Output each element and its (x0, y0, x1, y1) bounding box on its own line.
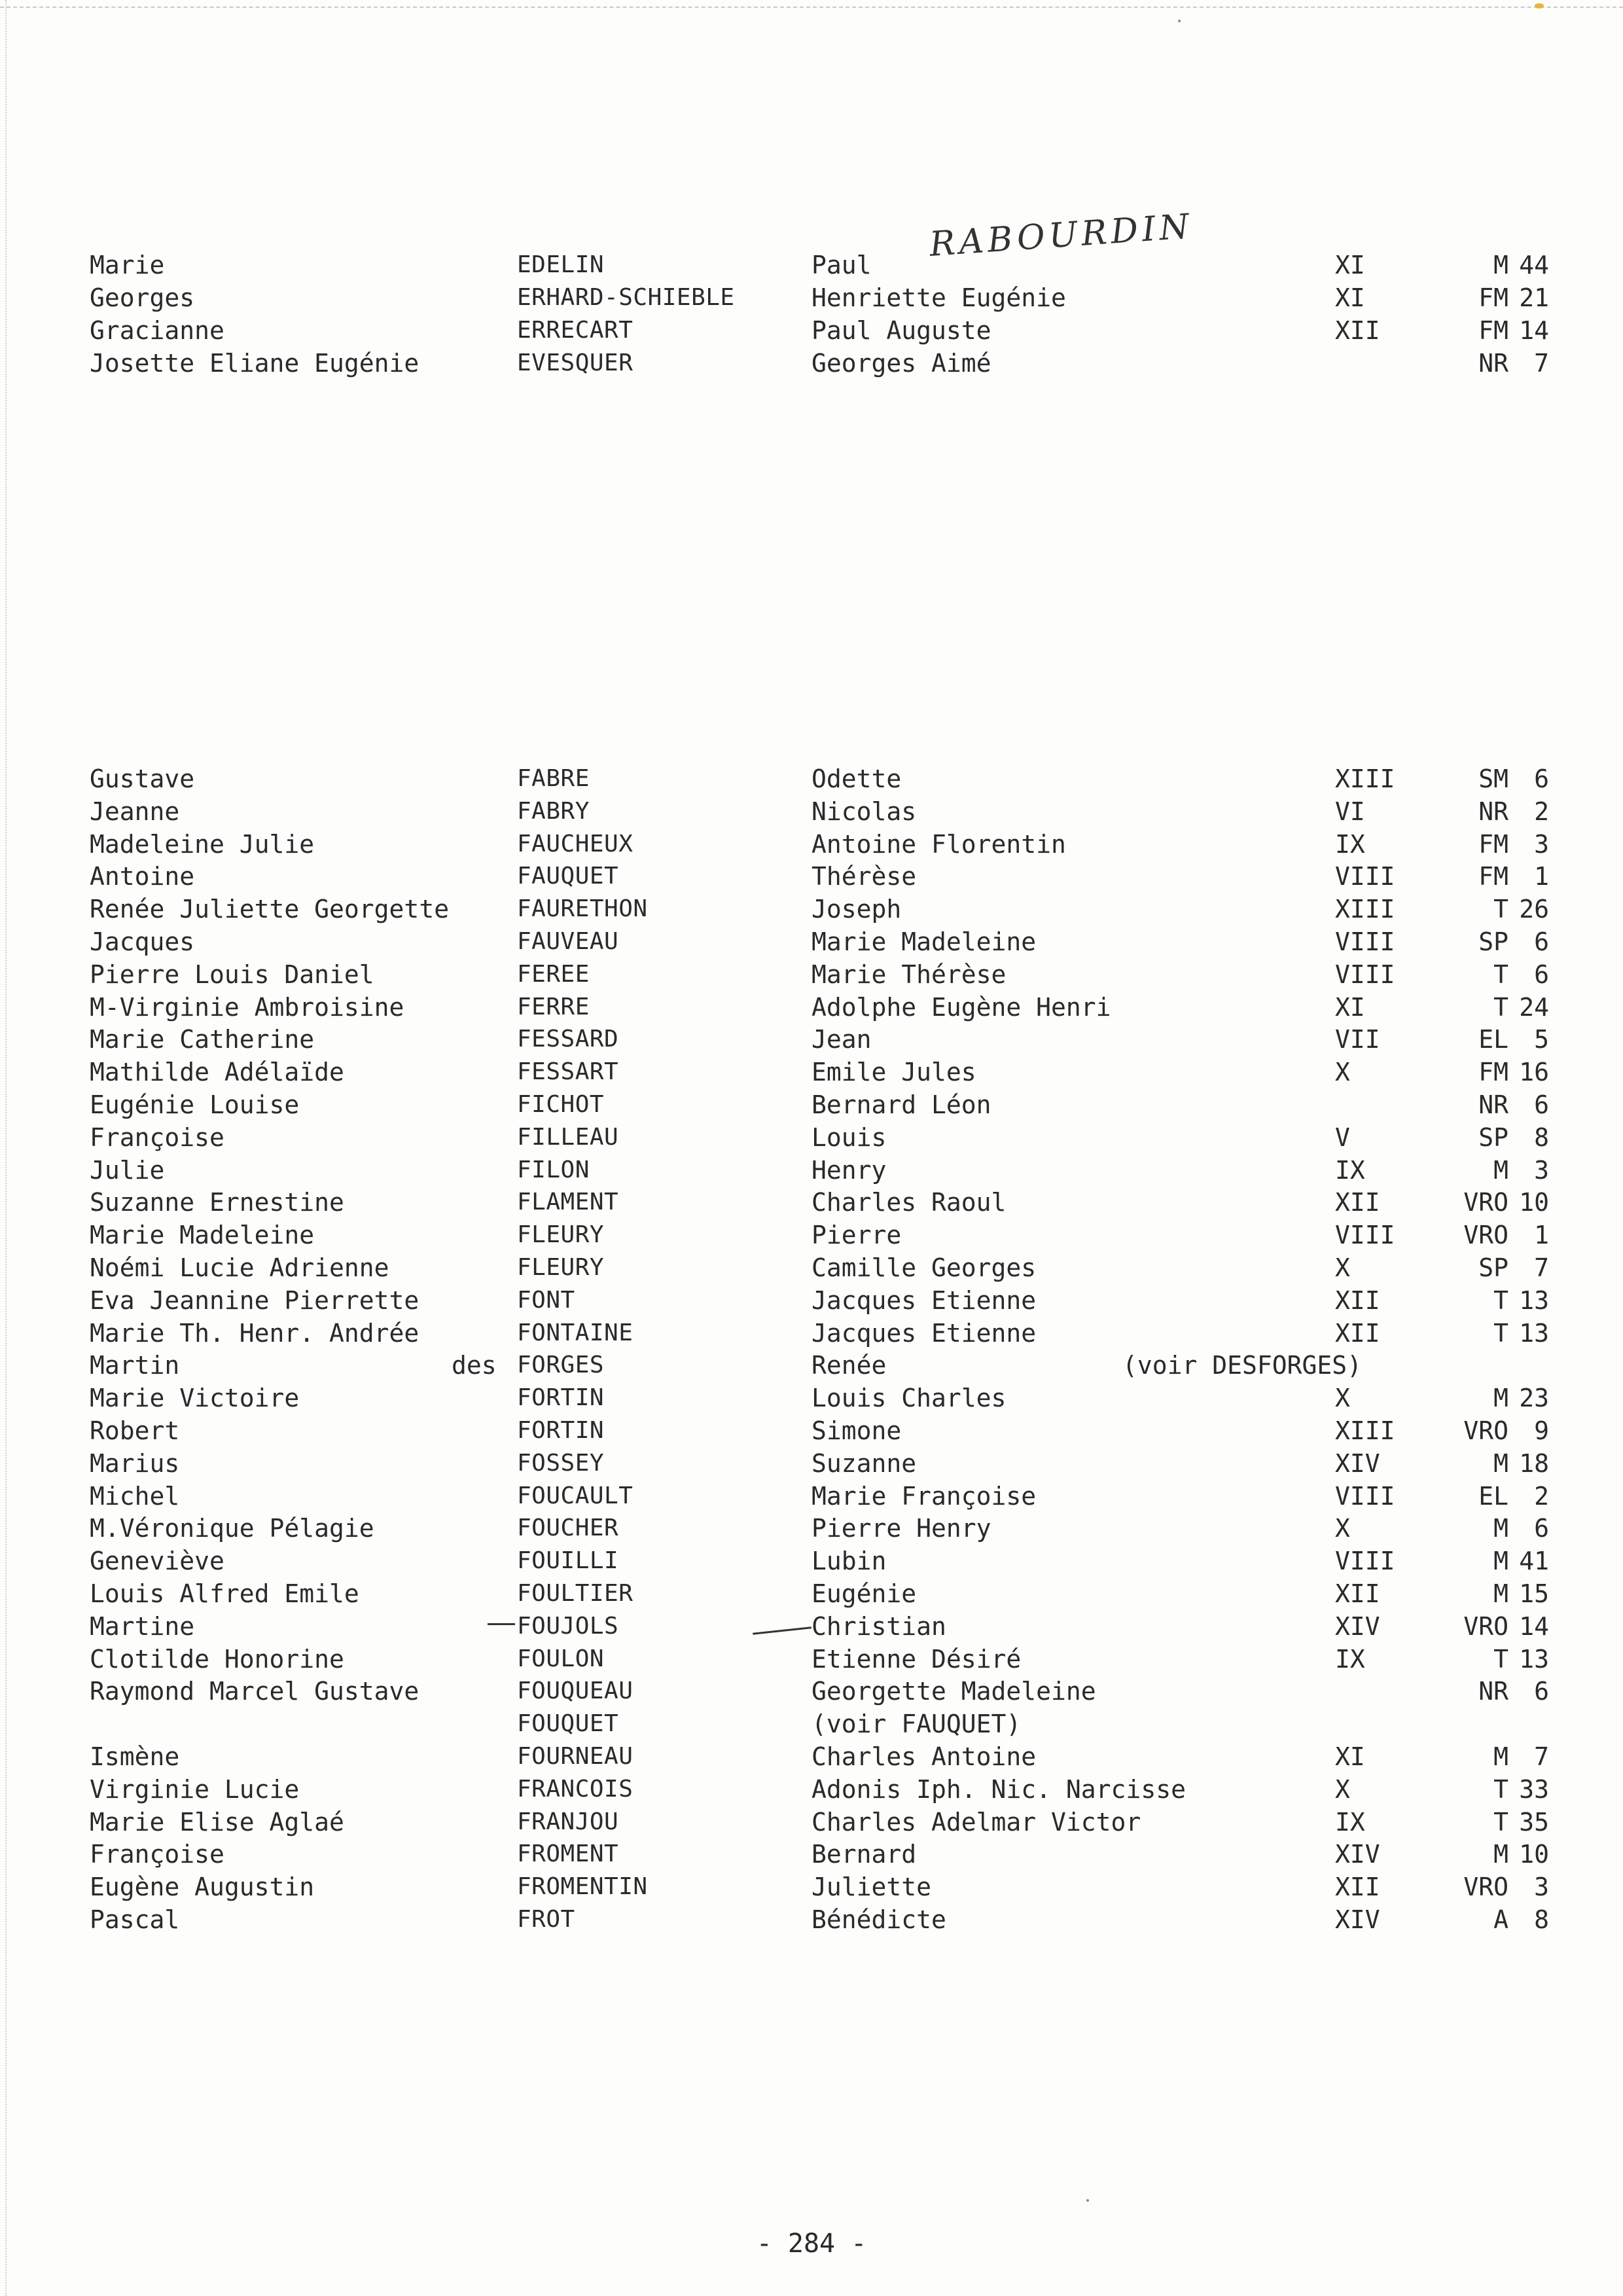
register-entry (0, 1480, 1623, 1513)
entry-number: 6 (1534, 1677, 1549, 1706)
surname: FOUQUET (517, 1710, 619, 1738)
surname: FOULTIER (517, 1580, 633, 1607)
first-name: Renée Juliette Georgette (90, 895, 450, 924)
category-code: FM (1478, 829, 1508, 859)
first-name: Marius (90, 1448, 180, 1478)
register-entry (0, 925, 1623, 958)
register-entry (0, 1219, 1623, 1251)
pen-stroke (488, 1623, 515, 1625)
first-name: Ismène (90, 1742, 180, 1771)
entry-number: 15 (1519, 1579, 1549, 1608)
first-name: Marie (90, 251, 165, 279)
arrondissement-numeral: VIII (1335, 1547, 1395, 1576)
first-name: Françoise (90, 1840, 224, 1869)
register-entry (0, 1903, 1623, 1936)
spouse-name: Nicolas (812, 797, 917, 826)
category-code: NR (1478, 1090, 1508, 1119)
surname: FRANJOU (517, 1808, 619, 1835)
entry-number: 6 (1534, 1514, 1549, 1543)
category-code: M (1493, 1155, 1508, 1185)
spouse-name: Adonis Iph. Nic. Narcisse (812, 1774, 1186, 1804)
arrondissement-numeral: X (1335, 1514, 1350, 1543)
first-name: Antoine (90, 862, 195, 891)
surname: FROMENT (517, 1840, 619, 1868)
register-entry (0, 1056, 1623, 1088)
register-entry (0, 1154, 1623, 1187)
surname: FRANCOIS (517, 1775, 633, 1803)
entry-number: 2 (1534, 1481, 1549, 1511)
arrondissement-numeral: XII (1335, 316, 1380, 345)
entry-number: 18 (1519, 1448, 1549, 1478)
arrondissement-numeral: IX (1335, 1644, 1365, 1674)
spouse-name: Lubin (812, 1547, 887, 1576)
spouse-name: (voir FAUQUET) (812, 1710, 1022, 1739)
category-code: M (1493, 1384, 1508, 1413)
category-code: M (1493, 1547, 1508, 1576)
category-code: FM (1478, 1058, 1508, 1087)
surname: FOSSEY (517, 1449, 605, 1477)
category-code: M (1493, 1514, 1508, 1543)
category-code: T (1493, 992, 1508, 1022)
entry-number: 33 (1519, 1774, 1549, 1804)
first-name: Gracianne (90, 316, 224, 345)
arrondissement-numeral: VIII (1335, 1221, 1395, 1250)
category-code: FM (1478, 316, 1508, 345)
spouse-name: Marie Madeleine (812, 927, 1037, 956)
arrondissement-numeral: VIII (1335, 862, 1395, 891)
entry-number: 35 (1519, 1807, 1549, 1837)
first-name: Pierre Louis Daniel (90, 960, 374, 989)
first-name: Julie (90, 1155, 165, 1185)
spouse-name: Jean (812, 1025, 872, 1054)
category-code: FM (1478, 862, 1508, 891)
first-name: Marie Madeleine (90, 1221, 315, 1250)
register-entry (0, 1186, 1623, 1219)
spouse-name: Henriette Eugénie (812, 283, 1066, 312)
register-entry (0, 1512, 1623, 1545)
category-code: VRO (1463, 1221, 1508, 1250)
category-code: M (1493, 1742, 1508, 1771)
register-entry (0, 958, 1623, 991)
arrondissement-numeral: IX (1335, 1155, 1365, 1185)
entry-number: 21 (1519, 283, 1549, 312)
entry-number: 13 (1519, 1644, 1549, 1674)
arrondissement-numeral: IX (1335, 829, 1365, 859)
surname: FERRE (517, 993, 590, 1020)
arrondissement-numeral: XIV (1335, 1840, 1380, 1869)
arrondissement-numeral: XI (1335, 992, 1365, 1022)
spouse-name: Paul (812, 251, 872, 279)
surname: FAUQUET (517, 863, 619, 890)
cross-reference-note: (voir DESFORGES) (1122, 1351, 1363, 1380)
register-entry (0, 281, 1623, 314)
spouse-name: Renée (812, 1351, 887, 1380)
entry-number: 7 (1534, 1742, 1549, 1771)
arrondissement-numeral: X (1335, 1253, 1350, 1282)
surname: FORGES (517, 1352, 605, 1379)
surname: EVESQUER (517, 350, 633, 376)
arrondissement-numeral: XIII (1335, 764, 1395, 793)
first-name: Marie Th. Henr. Andrée (90, 1318, 419, 1348)
spouse-name: Juliette (812, 1873, 932, 1902)
category-code: EL (1478, 1481, 1508, 1511)
entry-number: 14 (1519, 316, 1549, 345)
first-name: Eugène Augustin (90, 1873, 315, 1902)
entry-number: 6 (1534, 1090, 1549, 1119)
arrondissement-numeral: VIII (1335, 960, 1395, 989)
spouse-name: Odette (812, 764, 902, 793)
entry-number: 1 (1534, 862, 1549, 891)
surname: EDELIN (517, 251, 605, 278)
category-code: EL (1478, 1025, 1508, 1054)
spouse-name: Joseph (812, 895, 902, 924)
register-entry (0, 860, 1623, 893)
arrondissement-numeral: XIII (1335, 895, 1395, 924)
surname: FESSART (517, 1058, 619, 1086)
register-entry (0, 347, 1623, 380)
surname: FABRE (517, 765, 590, 792)
first-name: Marie Victoire (90, 1384, 300, 1413)
spouse-name: Georgette Madeleine (812, 1677, 1096, 1706)
first-name: Geneviève (90, 1547, 224, 1576)
spouse-name: Suzanne (812, 1448, 917, 1478)
arrondissement-numeral: XIV (1335, 1611, 1380, 1641)
register-entry (0, 1838, 1623, 1871)
entry-number: 3 (1534, 1155, 1549, 1185)
spouse-name: Paul Auguste (812, 316, 991, 345)
arrondissement-numeral: V (1335, 1122, 1350, 1152)
category-code: VRO (1463, 1188, 1508, 1217)
first-name: Marie Elise Aglaé (90, 1807, 344, 1837)
spouse-name: Charles Antoine (812, 1742, 1037, 1771)
spouse-name: Bernard (812, 1840, 917, 1869)
category-code: M (1493, 1840, 1508, 1869)
entry-number: 10 (1519, 1840, 1549, 1869)
register-entry (0, 1577, 1623, 1610)
category-code: T (1493, 1318, 1508, 1348)
entry-number: 3 (1534, 1873, 1549, 1902)
first-name: Pascal (90, 1905, 180, 1934)
category-code: SP (1478, 927, 1508, 956)
category-code: T (1493, 1285, 1508, 1315)
register-entry (0, 1643, 1623, 1676)
register-entry (0, 1121, 1623, 1154)
register-entry (0, 1773, 1623, 1806)
entry-number: 6 (1534, 764, 1549, 793)
entry-number: 41 (1519, 1547, 1549, 1576)
arrondissement-numeral: X (1335, 1774, 1350, 1804)
first-name: Robert (90, 1416, 180, 1445)
register-entry (0, 1871, 1623, 1903)
page-number: - 284 - (756, 2229, 867, 2259)
category-code: VRO (1463, 1416, 1508, 1445)
surname: FILLEAU (517, 1123, 619, 1151)
surname: FROT (517, 1906, 575, 1933)
category-code: SP (1478, 1253, 1508, 1282)
category-code: VRO (1463, 1873, 1508, 1902)
spouse-name: Thérèse (812, 862, 917, 891)
entry-number: 10 (1519, 1188, 1549, 1217)
surname: FOURNEAU (517, 1743, 633, 1770)
surname: FAUCHEUX (517, 830, 633, 857)
first-name: Eugénie Louise (90, 1090, 300, 1119)
category-code: T (1493, 1774, 1508, 1804)
entry-number: 13 (1519, 1318, 1549, 1348)
arrondissement-numeral: VI (1335, 797, 1365, 826)
entry-number: 2 (1534, 797, 1549, 826)
arrondissement-numeral: VIII (1335, 1481, 1395, 1511)
entry-number: 1 (1534, 1221, 1549, 1250)
register-entry (0, 1251, 1623, 1284)
first-name: Clotilde Honorine (90, 1644, 344, 1674)
category-code: T (1493, 1644, 1508, 1674)
surname: FLEURY (517, 1221, 605, 1249)
scan-speck (1535, 3, 1544, 9)
register-entry (0, 828, 1623, 861)
surname: FICHOT (517, 1091, 605, 1118)
register-entry (0, 893, 1623, 925)
arrondissement-numeral: XII (1335, 1188, 1380, 1217)
register-entry (0, 1349, 1623, 1382)
category-code: M (1493, 1448, 1508, 1478)
first-name: Françoise (90, 1122, 224, 1152)
first-name: Noémi Lucie Adrienne (90, 1253, 389, 1282)
surname: FOULON (517, 1645, 605, 1672)
spouse-name: Marie Thérèse (812, 960, 1007, 989)
spouse-name: Henry (812, 1155, 887, 1185)
arrondissement-numeral: XI (1335, 1742, 1365, 1771)
spouse-name: Bénédicte (812, 1905, 946, 1934)
entry-number: 5 (1534, 1025, 1549, 1054)
surname: FOUQUEAU (517, 1677, 633, 1705)
arrondissement-numeral: XII (1335, 1285, 1380, 1315)
spouse-name: Pierre (812, 1221, 902, 1250)
arrondissement-numeral: XI (1335, 283, 1365, 312)
arrondissement-numeral: XIV (1335, 1448, 1380, 1478)
spouse-name: Emile Jules (812, 1058, 976, 1087)
surname: ERHARD-SCHIEBLE (517, 284, 735, 311)
register-entry (0, 795, 1623, 828)
first-name: Gustave (90, 764, 195, 793)
handwritten-annotation: RABOURDIN (928, 207, 1194, 264)
arrondissement-numeral: IX (1335, 1807, 1365, 1837)
surname: FROMENTIN (517, 1873, 648, 1901)
surname: FONTAINE (517, 1319, 633, 1346)
entry-number: 7 (1534, 1253, 1549, 1282)
first-name: Mathilde Adélaïde (90, 1058, 344, 1087)
spouse-name: Antoine Florentin (812, 829, 1066, 859)
first-name: Louis Alfred Emile (90, 1579, 359, 1608)
register-entry (0, 1284, 1623, 1317)
first-name: M.Véronique Pélagie (90, 1514, 374, 1543)
surname: FABRY (517, 797, 590, 825)
arrondissement-numeral: XIV (1335, 1905, 1380, 1934)
name-particle: des (452, 1351, 497, 1380)
spouse-name: Georges Aimé (812, 349, 991, 378)
first-name: Josette Eliane Eugénie (90, 349, 419, 378)
surname: FOUCAULT (517, 1482, 633, 1509)
surname: FOUJOLS (517, 1612, 619, 1640)
spouse-name: Louis Charles (812, 1384, 1007, 1413)
category-code: SM (1478, 764, 1508, 793)
surname: FLAMENT (517, 1189, 619, 1216)
spouse-name: Louis (812, 1122, 887, 1152)
arrondissement-numeral: XII (1335, 1579, 1380, 1608)
first-name: Jeanne (90, 797, 180, 826)
arrondissement-numeral: X (1335, 1058, 1350, 1087)
spouse-name: Charles Adelmar Victor (812, 1807, 1141, 1837)
surname: FAUVEAU (517, 928, 619, 955)
surname: ERRECART (517, 317, 633, 344)
register-entry (0, 1447, 1623, 1480)
register-entry (0, 1740, 1623, 1773)
entry-number: 7 (1534, 349, 1549, 378)
arrondissement-numeral: XI (1335, 251, 1365, 279)
scan-speck (1178, 20, 1181, 22)
category-code: NR (1478, 797, 1508, 826)
category-code: A (1493, 1905, 1508, 1934)
register-entry (0, 1382, 1623, 1414)
entry-number: 9 (1534, 1416, 1549, 1445)
register-entry (0, 314, 1623, 347)
arrondissement-numeral: XII (1335, 1873, 1380, 1902)
category-code: NR (1478, 1677, 1508, 1706)
entry-number: 16 (1519, 1058, 1549, 1087)
surname: FOUCHER (517, 1515, 619, 1542)
entry-number: 8 (1534, 1122, 1549, 1152)
entry-number: 8 (1534, 1905, 1549, 1934)
spouse-name: Charles Raoul (812, 1188, 1007, 1217)
surname: FLEURY (517, 1254, 605, 1281)
surname: FEREE (517, 960, 590, 988)
register-entry (0, 1806, 1623, 1839)
category-code: M (1493, 1579, 1508, 1608)
first-name: Marie Catherine (90, 1025, 315, 1054)
entry-number: 6 (1534, 927, 1549, 956)
category-code: FM (1478, 283, 1508, 312)
register-entry (0, 1708, 1623, 1740)
spouse-name: Simone (812, 1416, 902, 1445)
entry-number: 13 (1519, 1285, 1549, 1315)
spouse-name: Jacques Etienne (812, 1318, 1037, 1348)
category-code: T (1493, 1807, 1508, 1837)
register-entry (0, 991, 1623, 1024)
scan-speck (1086, 2199, 1089, 2202)
first-name: Jacques (90, 927, 195, 956)
surname: FAURETHON (517, 895, 648, 923)
arrondissement-numeral: VIII (1335, 927, 1395, 956)
spouse-name: Adolphe Eugène Henri (812, 992, 1111, 1022)
spouse-name: Eugénie (812, 1579, 917, 1608)
register-entry (0, 1317, 1623, 1350)
surname: FILON (517, 1156, 590, 1183)
spouse-name: Bernard Léon (812, 1090, 991, 1119)
spouse-name: Pierre Henry (812, 1514, 991, 1543)
arrondissement-numeral: XII (1335, 1318, 1380, 1348)
entry-number: 44 (1519, 251, 1549, 279)
register-entry (0, 1545, 1623, 1577)
register-entry (0, 1088, 1623, 1121)
register-entry (0, 1675, 1623, 1708)
first-name: Raymond Marcel Gustave (90, 1677, 419, 1706)
entry-number: 26 (1519, 895, 1549, 924)
entry-number: 3 (1534, 829, 1549, 859)
entry-number: 6 (1534, 960, 1549, 989)
surname: FESSARD (517, 1026, 619, 1053)
surname: FONT (517, 1286, 575, 1314)
first-name: M-Virginie Ambroisine (90, 992, 404, 1022)
category-code: VRO (1463, 1611, 1508, 1641)
register-entry (0, 1610, 1623, 1643)
arrondissement-numeral: X (1335, 1384, 1350, 1413)
register-entry (0, 1023, 1623, 1056)
entry-number: 24 (1519, 992, 1549, 1022)
surname: FORTIN (517, 1384, 605, 1412)
register-entry (0, 249, 1623, 281)
category-code: M (1493, 251, 1508, 279)
spouse-name: Etienne Désiré (812, 1644, 1022, 1674)
first-name: Martine (90, 1611, 195, 1641)
category-code: T (1493, 960, 1508, 989)
spouse-name: Christian (812, 1611, 946, 1641)
category-code: SP (1478, 1122, 1508, 1152)
register-entry (0, 762, 1623, 795)
first-name: Suzanne Ernestine (90, 1188, 344, 1217)
category-code: NR (1478, 349, 1508, 378)
first-name: Eva Jeannine Pierrette (90, 1285, 419, 1315)
arrondissement-numeral: XIII (1335, 1416, 1395, 1445)
surname: FORTIN (517, 1417, 605, 1444)
category-code: T (1493, 895, 1508, 924)
first-name: Virginie Lucie (90, 1774, 300, 1804)
spouse-name: Camille Georges (812, 1253, 1037, 1282)
surname: FOUILLI (517, 1547, 619, 1575)
first-name: Michel (90, 1481, 180, 1511)
first-name: Martin (90, 1351, 180, 1380)
entry-number: 23 (1519, 1384, 1549, 1413)
register-entry (0, 1414, 1623, 1447)
spouse-name: Marie Françoise (812, 1481, 1037, 1511)
entry-number: 14 (1519, 1611, 1549, 1641)
first-name: Georges (90, 283, 195, 312)
arrondissement-numeral: VII (1335, 1025, 1380, 1054)
spouse-name: Jacques Etienne (812, 1285, 1037, 1315)
page-edge-top (0, 7, 1623, 8)
first-name: Madeleine Julie (90, 829, 315, 859)
